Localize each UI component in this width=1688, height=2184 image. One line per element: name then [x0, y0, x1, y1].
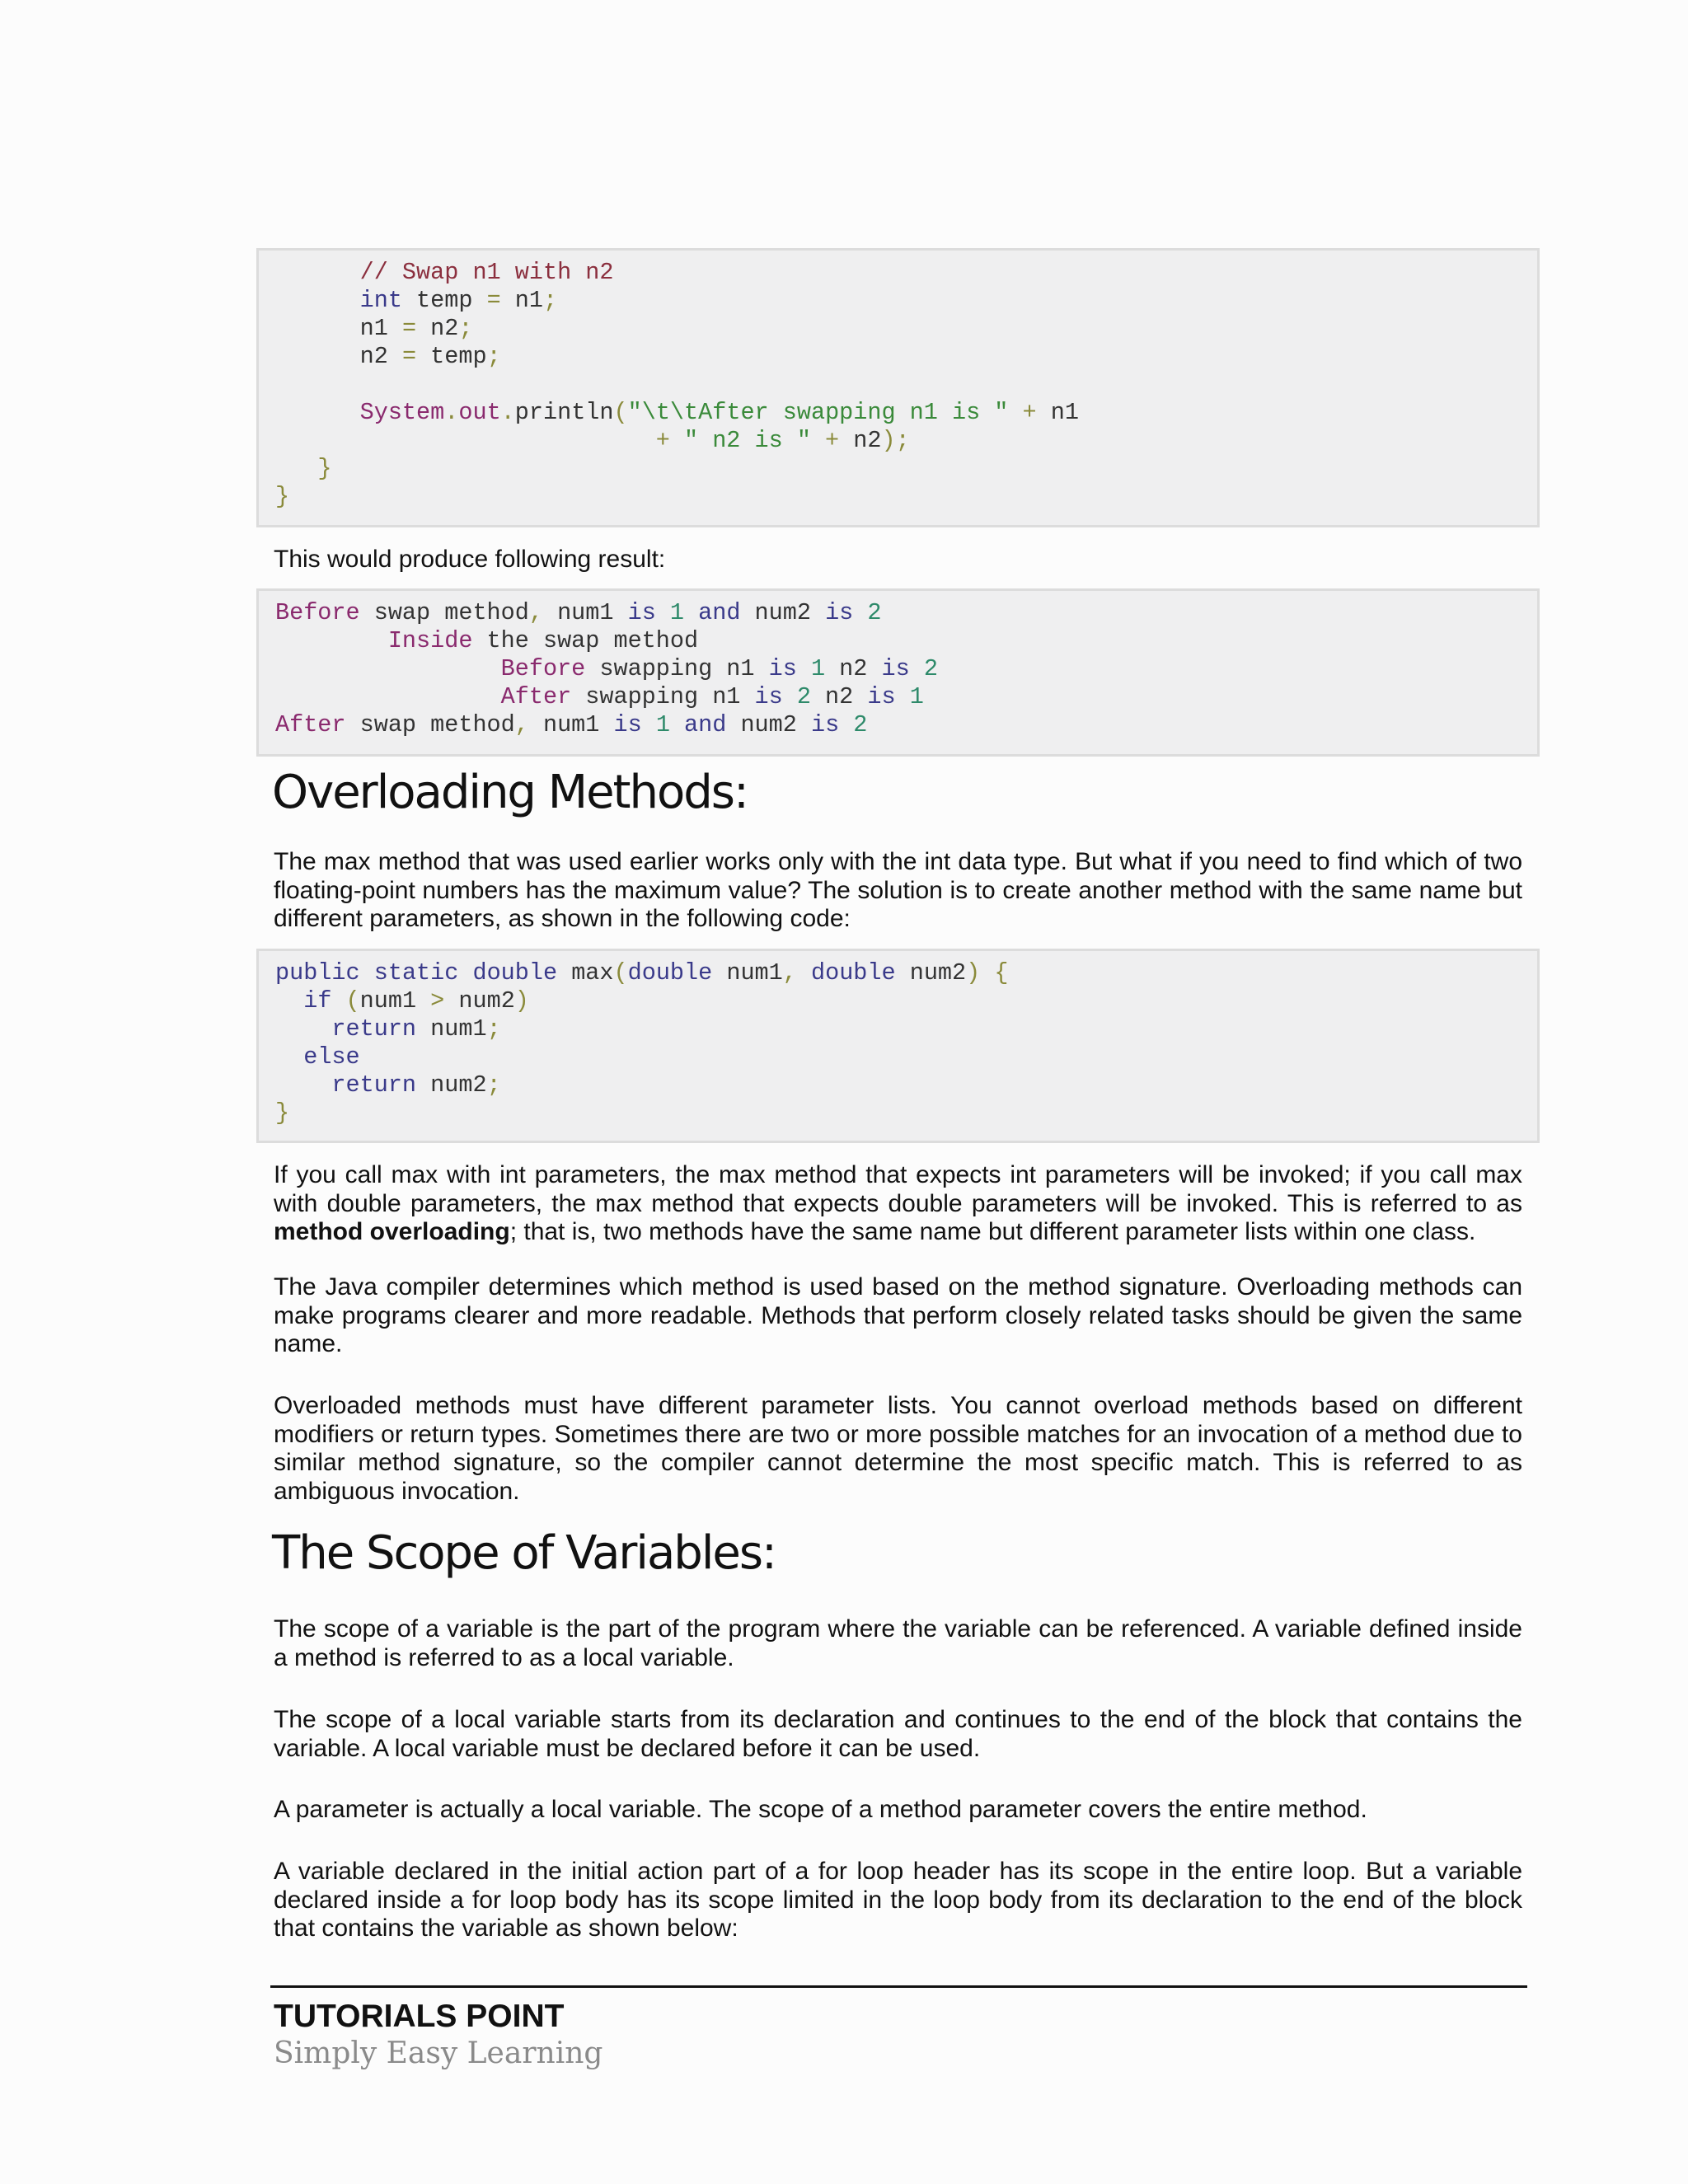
- code-token: n2: [839, 427, 882, 454]
- code-token: +: [1022, 399, 1037, 426]
- code-token: [670, 711, 684, 738]
- footer-divider: [270, 1985, 1527, 1988]
- method-overloading-term: method overloading: [274, 1218, 510, 1245]
- code-token: Before: [500, 655, 586, 682]
- code-token: System: [359, 399, 445, 426]
- code-token: [275, 427, 656, 454]
- code-token: [275, 987, 303, 1015]
- code-token: Before: [275, 599, 360, 626]
- code-line: [275, 959, 1008, 987]
- footer-tagline: Simply Easy Learning: [274, 2036, 603, 2070]
- code-token: [275, 287, 360, 314]
- code-token: temp: [416, 343, 487, 370]
- code-token: is: [825, 599, 854, 626]
- paragraph-overloading-explanation: [274, 1161, 1522, 1247]
- code-token: swapping n1: [571, 683, 755, 710]
- code-token: [275, 259, 360, 286]
- code-token: ,: [782, 959, 797, 987]
- code-token: =: [401, 315, 417, 342]
- paragraph-compiler-signature: The Java compiler determines which method is used based on the method signature. Overloading methods can make programs clearer and more readable. Methods that perform closely related tasks should be given the same name.: [274, 1273, 1522, 1357]
- code-token: is: [754, 683, 783, 710]
- code-token: .: [444, 399, 459, 426]
- code-token: n1: [500, 287, 543, 314]
- code-token: [797, 959, 811, 987]
- code-token: +: [825, 427, 840, 454]
- code-block-output: [256, 588, 1540, 757]
- code-token: [839, 711, 853, 738]
- code-token: is: [810, 711, 840, 738]
- code-token: ;: [486, 1071, 501, 1099]
- code-line: [275, 315, 472, 342]
- code-line: [275, 259, 613, 286]
- code-token: Inside: [387, 627, 473, 654]
- paragraph-local-variable-scope: The scope of a local variable starts from its declaration and continues to the end of the block that contains the variable. A local variable must be declared before it can be used.: [274, 1706, 1522, 1762]
- code-token: else: [303, 1043, 360, 1071]
- code-token: " n2 is ": [684, 427, 811, 454]
- code-token: num1: [712, 959, 783, 987]
- code-token: 1: [909, 683, 924, 710]
- code-line: [275, 683, 924, 710]
- code-token: max: [557, 959, 614, 987]
- code-token: int: [359, 287, 402, 314]
- code-token: return: [331, 1015, 417, 1043]
- code-line: [275, 483, 289, 510]
- code-line: [275, 655, 938, 682]
- code-token: "\t\tAfter swapping n1 is ": [627, 399, 1009, 426]
- code-token: n2: [825, 655, 882, 682]
- code-token: num2: [726, 711, 811, 738]
- code-token: [797, 655, 811, 682]
- code-token: (: [613, 959, 628, 987]
- code-token: {: [994, 959, 1009, 987]
- code-line: [275, 1043, 360, 1071]
- code-token: is: [867, 683, 896, 710]
- code-token: num2: [740, 599, 826, 626]
- code-token: println: [514, 399, 614, 426]
- code-token: [980, 959, 994, 987]
- code-token: }: [317, 455, 332, 482]
- code-line: [275, 627, 698, 654]
- code-token: swap method: [359, 599, 529, 626]
- code-token: n1: [275, 315, 402, 342]
- code-token: num2: [416, 1071, 487, 1099]
- code-token: [275, 1015, 331, 1043]
- code-line: [275, 599, 882, 626]
- code-token: num1: [416, 1015, 487, 1043]
- code-token: }: [275, 483, 290, 510]
- code-token: static: [373, 959, 459, 987]
- code-token: swapping n1: [585, 655, 769, 682]
- code-token: double: [810, 959, 896, 987]
- code-token: 2: [853, 711, 868, 738]
- code-token: [275, 1071, 331, 1099]
- code-token: [360, 959, 374, 987]
- code-token: [684, 599, 698, 626]
- code-token: =: [486, 287, 501, 314]
- code-token: num1: [359, 987, 431, 1015]
- code-token: 1: [669, 599, 685, 626]
- code-token: =: [401, 343, 417, 370]
- code-token: ,: [528, 599, 543, 626]
- code-token: (: [613, 399, 628, 426]
- code-token: 1: [655, 711, 670, 738]
- code-line: [275, 1099, 289, 1127]
- code-token: [275, 399, 360, 426]
- code-token: [656, 599, 670, 626]
- code-token: num1: [542, 599, 628, 626]
- code-line: [275, 455, 331, 482]
- paragraph-for-loop-scope: A variable declared in the initial action part of a for loop header has its scope in the entire loop. But a variable declared inside a for loop body has its scope limited in the loop body from its declaration to the end of the block that contains the variable as shown below:: [274, 1858, 1522, 1942]
- code-block-swap: [256, 248, 1540, 527]
- overloading-text-c: ; that is, two methods have the same name but different parameter lists within one class.: [509, 1218, 1476, 1245]
- code-token: 2: [867, 599, 882, 626]
- code-line: [275, 711, 867, 738]
- code-token: +: [655, 427, 670, 454]
- code-token: [910, 655, 924, 682]
- code-token: public: [275, 959, 360, 987]
- code-token: is: [881, 655, 910, 682]
- code-line: [275, 287, 557, 314]
- code-token: }: [275, 1099, 290, 1127]
- code-line: [275, 1015, 501, 1043]
- code-line: [275, 343, 501, 370]
- result-intro: This would produce following result:: [274, 546, 666, 573]
- paragraph-overloading-intro: The max method that was used earlier works only with the int data type. But what if you need to find which of two floating-point numbers has the maximum value? The solution is to create another method with the same name but different parameters, as shown in the following code:: [274, 848, 1522, 932]
- code-token: [331, 987, 345, 1015]
- footer-brand: TUTORIALS POINT: [274, 1999, 565, 2034]
- code-token: ;: [486, 343, 501, 370]
- code-token: if: [303, 987, 332, 1015]
- code-token: [275, 1043, 303, 1071]
- code-token: 1: [810, 655, 826, 682]
- overloading-text-a: If you call max with int parameters, the max method that expects int parameters will be invoked; if you call max with double parameters, the max method that expects double parameters will be invoked. This is referred to as: [274, 1161, 1522, 1217]
- code-token: swap method: [345, 711, 515, 738]
- code-line: [275, 1071, 501, 1099]
- code-token: ;: [458, 315, 473, 342]
- code-token: ): [514, 987, 529, 1015]
- code-token: 2: [796, 683, 811, 710]
- code-token: [670, 427, 684, 454]
- code-token: [458, 959, 472, 987]
- code-token: double: [627, 959, 713, 987]
- code-token: n2: [810, 683, 868, 710]
- code-token: [853, 599, 867, 626]
- code-token: [275, 655, 501, 682]
- code-token: ;: [486, 1015, 501, 1043]
- heading-scope-of-variables: The Scope of Variables:: [272, 1526, 776, 1580]
- code-token: ): [966, 959, 981, 987]
- code-token: [275, 683, 501, 710]
- code-block-max-double: [256, 949, 1540, 1143]
- code-token: ,: [514, 711, 529, 738]
- code-token: double: [472, 959, 558, 987]
- code-token: num2: [444, 987, 515, 1015]
- code-token: (: [345, 987, 360, 1015]
- code-token: temp: [401, 287, 487, 314]
- code-token: return: [331, 1071, 417, 1099]
- code-token: out: [458, 399, 501, 426]
- paragraph-ambiguous-invocation: Overloaded methods must have different parameter lists. You cannot overload methods based on different modifiers or return types. Sometimes there are two or more possible matches for an invocation of a method due to similar method signature, so the compiler cannot determine the most specific match. This is referred to as ambiguous invocation.: [274, 1392, 1522, 1505]
- code-token: [1008, 399, 1022, 426]
- code-token: n2: [275, 343, 402, 370]
- code-token: 2: [923, 655, 938, 682]
- code-token: After: [275, 711, 346, 738]
- code-token: num1: [528, 711, 614, 738]
- code-token: >: [430, 987, 445, 1015]
- heading-overloading-methods: Overloading Methods:: [272, 766, 748, 819]
- code-token: [783, 683, 797, 710]
- paragraph-parameter-scope: A parameter is actually a local variable. The scope of a method parameter covers the entire method.: [274, 1796, 1367, 1823]
- code-token: After: [500, 683, 572, 710]
- code-token: the swap method: [472, 627, 699, 654]
- code-token: and: [698, 599, 741, 626]
- code-token: [811, 427, 825, 454]
- code-token: n2: [416, 315, 459, 342]
- code-token: and: [684, 711, 727, 738]
- code-token: n1: [1036, 399, 1079, 426]
- paragraph-scope-definition: The scope of a variable is the part of the program where the variable can be referenced. A variable defined inside a method is referred to as a local variable.: [274, 1615, 1522, 1671]
- code-token: is: [627, 599, 656, 626]
- code-token: [275, 627, 388, 654]
- code-token: [275, 455, 317, 482]
- code-token: is: [613, 711, 642, 738]
- code-token: // Swap n1 with n2: [359, 259, 614, 286]
- code-token: num2: [895, 959, 967, 987]
- code-line: [275, 427, 910, 454]
- code-token: [642, 711, 656, 738]
- code-token: .: [500, 399, 515, 426]
- code-token: ;: [542, 287, 558, 314]
- code-token: is: [768, 655, 797, 682]
- code-token: [896, 683, 910, 710]
- code-token: );: [881, 427, 910, 454]
- code-line: [275, 399, 1079, 426]
- code-line: [275, 987, 529, 1015]
